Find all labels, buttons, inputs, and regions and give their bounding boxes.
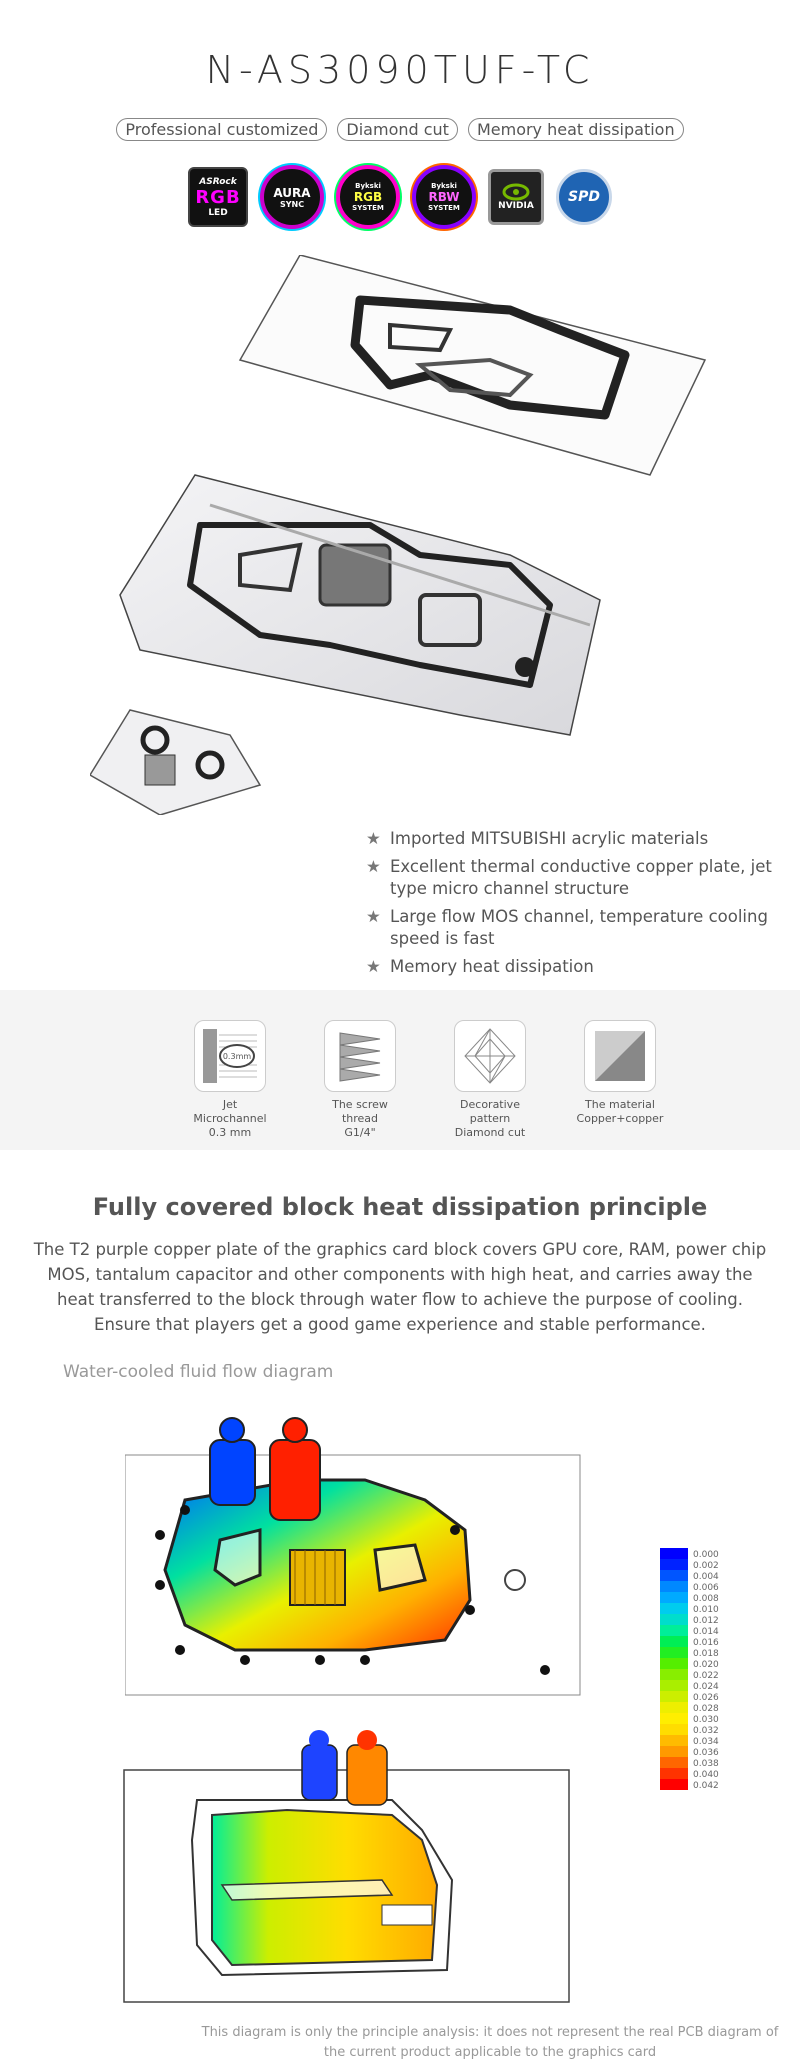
- badge-rbw-line3: SYSTEM: [428, 204, 460, 212]
- product-exploded-render: [90, 255, 720, 815]
- legend-swatch: [660, 1614, 688, 1625]
- legend-swatch: [660, 1669, 688, 1680]
- legend-swatch: [660, 1548, 688, 1559]
- spec-jet-microchannel: [185, 1020, 275, 1140]
- jet-microchannel-icon: [194, 1020, 266, 1092]
- feature-text: Memory heat dissipation: [390, 957, 594, 976]
- legend-value: 0.012: [693, 1616, 719, 1626]
- badge-asrock-line2: RGB: [195, 186, 241, 208]
- legend-value: 0.030: [693, 1715, 719, 1725]
- terminal-block-image: [90, 710, 260, 815]
- feature-item: [366, 828, 786, 850]
- feature-text: Imported MITSUBISHI acrylic materials: [390, 829, 709, 848]
- nvidia-icon: [488, 169, 544, 225]
- spec-caption-line1: Jet Microchannel: [193, 1098, 267, 1125]
- flow-diagram-front: [125, 1410, 585, 1700]
- nvidia-eye-icon: [502, 183, 530, 201]
- tag-memory: Memory heat dissipation: [468, 118, 684, 141]
- legend-value: 0.010: [693, 1605, 719, 1615]
- asrock-rgb-led-icon: [188, 167, 248, 227]
- legend-swatch: [660, 1647, 688, 1658]
- spec-caption-line1: Decorative pattern: [460, 1098, 520, 1125]
- legend-value: 0.038: [693, 1759, 719, 1769]
- legend-swatch: [660, 1680, 688, 1691]
- legend-swatch: [660, 1735, 688, 1746]
- compatibility-badges: [0, 165, 800, 229]
- bykski-rbw-system-icon: [412, 165, 476, 229]
- backplate-image: [240, 255, 705, 475]
- product-title: N-AS3090TUF-TC: [205, 48, 595, 92]
- legend-value: 0.032: [693, 1726, 719, 1736]
- badge-spd-text: SPD: [568, 189, 600, 205]
- legend-value: 0.002: [693, 1561, 719, 1571]
- star-icon: ★: [366, 957, 381, 976]
- legend-swatch: [660, 1768, 688, 1779]
- badge-asrock-line1: ASRock: [199, 176, 237, 187]
- legend-value: 0.022: [693, 1671, 719, 1681]
- legend-swatch: [660, 1592, 688, 1603]
- legend-swatch: [660, 1746, 688, 1757]
- spec-icons: [185, 1020, 665, 1140]
- spec-caption-line1: The screw thread: [332, 1098, 388, 1125]
- spec-material: [575, 1020, 665, 1140]
- badge-rgb-line3: SYSTEM: [352, 204, 384, 212]
- screw-thread-icon: [324, 1020, 396, 1092]
- spec-caption-line2: 0.3 mm: [208, 1126, 252, 1139]
- legend-swatch: [660, 1779, 688, 1790]
- legend-swatch: [660, 1581, 688, 1592]
- tag-diamond-cut: Diamond cut: [337, 118, 458, 141]
- legend-value: 0.016: [693, 1638, 719, 1648]
- features-list: [366, 828, 786, 984]
- legend-swatch: [660, 1713, 688, 1724]
- legend-value: 0.034: [693, 1737, 719, 1747]
- legend-value: 0.040: [693, 1770, 719, 1780]
- badge-rbw-line1: Bykski: [431, 182, 457, 190]
- legend-value: 0.004: [693, 1572, 719, 1582]
- legend-value: 0.020: [693, 1660, 719, 1670]
- badge-rgb-line1: Bykski: [355, 182, 381, 190]
- flow-diagram-back: [122, 1720, 572, 2005]
- legend-value: 0.008: [693, 1594, 719, 1604]
- material-icon: [584, 1020, 656, 1092]
- legend-swatch: [660, 1724, 688, 1735]
- legend-swatch: [660, 1757, 688, 1768]
- spec-caption-line2: Copper+copper: [576, 1112, 664, 1125]
- feature-tags: [0, 118, 800, 141]
- legend-value: 0.000: [693, 1550, 719, 1560]
- diamond-cut-icon: [454, 1020, 526, 1092]
- section-text: The T2 purple copper plate of the graphics card block covers GPU core, RAM, power chip MOS, tantalum capacitor and other components with high heat, and carries away the heat transferred to the block through water flow to achieve the purpose of cooling. Ensure that players get a good game experience and stable performance.: [33, 1240, 767, 1334]
- legend-swatch: [660, 1691, 688, 1702]
- spec-caption-line2: G1/4": [344, 1126, 376, 1139]
- legend-value: 0.026: [693, 1693, 719, 1703]
- flow-diagram-label: Water-cooled fluid flow diagram: [63, 1362, 334, 1382]
- feature-item: [366, 956, 786, 978]
- main-block-image: [120, 475, 600, 735]
- feature-item: [366, 906, 786, 950]
- badge-asrock-line3: LED: [208, 207, 228, 218]
- spec-diamond-cut: [445, 1020, 535, 1140]
- legend-value: 0.042: [693, 1781, 719, 1791]
- legend-value: 0.014: [693, 1627, 719, 1637]
- disclaimer-text: This diagram is only the principle analysis: it does not represent the real PCB diagram of the current product applicable to the graphics card: [201, 2025, 779, 2060]
- badge-rbw-line2: RBW: [428, 190, 460, 204]
- tag-professional: Professional customized: [116, 118, 327, 141]
- jet-microchannel-size: 0.3mm: [222, 1052, 252, 1061]
- legend-value: 0.028: [693, 1704, 719, 1714]
- spd-icon: [556, 169, 612, 225]
- badge-aura-line1: AURA: [273, 185, 311, 200]
- badge-aura-line2: SYNC: [279, 199, 305, 209]
- star-icon: ★: [366, 907, 381, 926]
- feature-text: Excellent thermal conductive copper plate, jet type micro channel structure: [390, 857, 772, 898]
- feature-item: [366, 856, 786, 900]
- star-icon: ★: [366, 857, 381, 876]
- bykski-rgb-system-icon: [336, 165, 400, 229]
- legend-swatch: [660, 1603, 688, 1614]
- legend-value: 0.006: [693, 1583, 719, 1593]
- color-scale: [660, 1548, 740, 1798]
- legend-swatch: [660, 1570, 688, 1581]
- legend-value: 0.024: [693, 1682, 719, 1692]
- legend-swatch: [660, 1625, 688, 1636]
- star-icon: ★: [366, 829, 381, 848]
- spec-caption-line1: The material: [585, 1098, 655, 1111]
- spec-screw-thread: [315, 1020, 405, 1140]
- asus-aura-sync-icon: [260, 165, 324, 229]
- color-scale-legend: [660, 1548, 740, 1802]
- legend-value: 0.036: [693, 1748, 719, 1758]
- spec-caption-line2: Diamond cut: [454, 1126, 526, 1139]
- badge-nvidia-text: NVIDIA: [498, 201, 534, 211]
- legend-swatch: [660, 1636, 688, 1647]
- legend-value: 0.018: [693, 1649, 719, 1659]
- legend-swatch: [660, 1658, 688, 1669]
- badge-rgb-line2: RGB: [353, 190, 383, 204]
- legend-swatch: [660, 1559, 688, 1570]
- legend-swatch: [660, 1702, 688, 1713]
- section-title: Fully covered block heat dissipation principle: [92, 1193, 708, 1221]
- feature-text: Large flow MOS channel, temperature cooling speed is fast: [390, 907, 768, 948]
